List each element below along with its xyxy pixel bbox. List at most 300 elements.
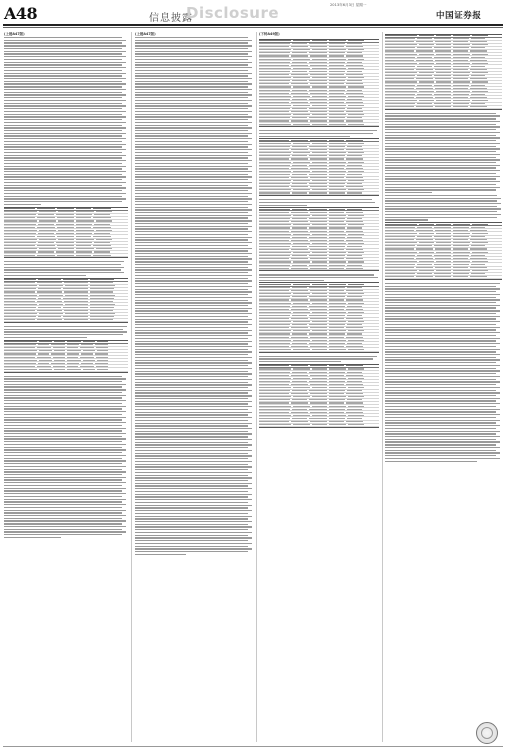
text-line xyxy=(4,452,122,453)
table-cell xyxy=(90,295,115,296)
table-cell xyxy=(259,90,290,91)
table-cell xyxy=(309,165,326,166)
table-cell xyxy=(329,83,344,84)
table-cell xyxy=(259,180,291,181)
text-line xyxy=(135,81,248,82)
table-cell xyxy=(293,105,309,106)
table-cell xyxy=(292,99,307,100)
table-cell xyxy=(385,41,414,42)
table-cell xyxy=(292,343,307,344)
table-cell xyxy=(37,291,62,292)
table-cell xyxy=(292,381,307,382)
table-cell xyxy=(94,233,110,234)
text-line xyxy=(385,132,500,133)
text-line xyxy=(135,537,252,538)
table-cell xyxy=(310,249,326,250)
table-cell xyxy=(259,324,290,325)
section-heading: (下转A49版) xyxy=(259,32,280,36)
table-cell xyxy=(310,231,326,232)
table-cell xyxy=(348,77,364,78)
table-cell xyxy=(416,69,433,70)
table-cell xyxy=(346,83,363,84)
table-cell xyxy=(293,224,309,225)
table-cell xyxy=(310,111,326,112)
table-cell xyxy=(97,350,108,351)
table-cell xyxy=(39,360,51,361)
table-cell xyxy=(37,301,62,302)
table-cell xyxy=(346,421,363,422)
text-line xyxy=(4,326,127,327)
table-cell xyxy=(76,239,94,240)
table-cell xyxy=(472,44,488,45)
table-cell xyxy=(259,258,289,259)
table-cell xyxy=(259,108,290,109)
table-cell xyxy=(96,248,113,249)
text-line xyxy=(4,444,126,445)
table-cell xyxy=(76,211,94,212)
table-cell xyxy=(67,347,78,348)
table-cell xyxy=(347,218,362,219)
table-cell xyxy=(312,224,327,225)
text-line xyxy=(4,531,126,532)
text-line xyxy=(4,520,126,521)
table-cell xyxy=(329,365,344,366)
table-cell xyxy=(312,424,327,425)
text-line xyxy=(135,67,252,68)
text-line xyxy=(135,398,248,399)
table-cell xyxy=(4,239,37,240)
table-cell xyxy=(4,363,36,364)
table-cell xyxy=(453,258,468,259)
table-cell xyxy=(293,114,309,115)
table-cell xyxy=(309,71,326,72)
text-line xyxy=(135,105,252,106)
table-row xyxy=(259,123,379,126)
text-line xyxy=(4,499,126,500)
issue-date: 2013年6月3日 星期一 xyxy=(330,3,367,7)
table-cell xyxy=(348,293,364,294)
text-line xyxy=(385,198,501,199)
table-cell xyxy=(37,347,51,348)
table-cell xyxy=(259,111,289,112)
table-cell xyxy=(310,158,326,159)
table-cell xyxy=(293,396,309,397)
table-cell xyxy=(37,310,62,311)
table-cell xyxy=(54,369,65,370)
table-cell xyxy=(76,242,93,243)
table-cell xyxy=(329,143,346,144)
text-line xyxy=(385,441,500,442)
text-line xyxy=(4,493,126,494)
text-line xyxy=(135,505,252,506)
text-line xyxy=(4,116,126,117)
table-cell xyxy=(470,106,487,107)
table-cell xyxy=(329,333,345,334)
text-line xyxy=(135,122,252,123)
table-cell xyxy=(309,209,326,210)
text-line xyxy=(135,253,252,254)
table-cell xyxy=(419,270,435,271)
text-line xyxy=(135,529,248,530)
table-cell xyxy=(385,258,414,259)
text-line xyxy=(385,124,496,125)
text-line xyxy=(135,217,248,218)
table-cell xyxy=(80,347,94,348)
table-cell xyxy=(292,372,307,373)
table-cell xyxy=(259,393,289,394)
table-cell xyxy=(329,99,345,100)
text-line xyxy=(135,64,248,65)
table-cell xyxy=(259,40,291,41)
data-table xyxy=(259,207,379,271)
table-cell xyxy=(259,62,290,63)
table-cell xyxy=(472,91,488,92)
table-cell xyxy=(346,249,363,250)
table-cell xyxy=(38,288,61,289)
text-line xyxy=(385,189,496,190)
text-line xyxy=(385,173,496,174)
table-cell xyxy=(312,340,327,341)
data-table xyxy=(4,207,128,259)
text-line xyxy=(4,267,124,268)
table-cell xyxy=(310,140,326,141)
table-cell xyxy=(90,301,113,302)
table-cell xyxy=(434,85,451,86)
table-cell xyxy=(435,88,451,89)
text-line xyxy=(4,512,122,513)
table-row xyxy=(259,424,379,427)
table-cell xyxy=(419,81,435,82)
table-cell xyxy=(38,316,61,317)
text-line xyxy=(385,431,500,432)
table-cell xyxy=(4,282,35,283)
text-line xyxy=(4,334,123,335)
table-cell xyxy=(419,72,435,73)
text-line xyxy=(135,485,248,486)
text-line xyxy=(259,356,377,357)
table-cell xyxy=(346,327,363,328)
table-cell xyxy=(436,54,451,55)
text-line xyxy=(4,78,126,79)
text-line xyxy=(4,408,122,409)
table-cell xyxy=(329,162,346,163)
text-line xyxy=(135,83,252,84)
text-line xyxy=(135,190,248,191)
table-cell xyxy=(435,97,451,98)
table-cell xyxy=(259,402,289,403)
text-line xyxy=(135,48,248,49)
table-cell xyxy=(347,306,362,307)
table-cell xyxy=(329,406,346,407)
table-cell xyxy=(293,424,309,425)
text-line xyxy=(385,203,501,204)
table-cell xyxy=(310,55,326,56)
text-line xyxy=(135,157,248,158)
table-cell xyxy=(90,282,113,283)
table-cell xyxy=(453,242,470,243)
table-cell xyxy=(38,251,54,252)
table-cell xyxy=(90,285,115,286)
table-cell xyxy=(259,93,289,94)
text-line xyxy=(4,190,122,191)
table-cell xyxy=(38,363,49,364)
table-cell xyxy=(4,245,35,246)
table-cell xyxy=(292,165,307,166)
table-cell xyxy=(453,233,470,234)
table-cell xyxy=(4,230,37,231)
table-cell xyxy=(471,38,486,39)
table-cell xyxy=(329,290,344,291)
text-line xyxy=(385,400,496,401)
text-line xyxy=(135,125,248,126)
table-cell xyxy=(259,234,291,235)
table-cell xyxy=(453,38,469,39)
text-line xyxy=(4,479,122,480)
text-line xyxy=(385,384,496,385)
table-cell xyxy=(471,255,486,256)
text-line xyxy=(4,386,122,387)
text-line xyxy=(135,401,252,402)
table-cell xyxy=(434,103,451,104)
text-line xyxy=(4,135,122,136)
table-cell xyxy=(291,46,308,47)
table-cell xyxy=(348,96,364,97)
text-line xyxy=(385,433,496,434)
table-cell xyxy=(346,258,363,259)
table-cell xyxy=(291,140,308,141)
table-cell xyxy=(329,71,345,72)
table-cell xyxy=(347,99,362,100)
table-cell xyxy=(435,230,451,231)
table-cell xyxy=(4,242,36,243)
table-cell xyxy=(259,252,291,253)
table-cell xyxy=(292,390,307,391)
table-cell xyxy=(310,327,326,328)
table-cell xyxy=(329,224,346,225)
table-cell xyxy=(292,52,307,53)
header-rule-thick xyxy=(3,24,503,26)
text-line xyxy=(4,201,122,202)
table-cell xyxy=(65,304,88,305)
table-cell xyxy=(259,265,290,266)
table-cell xyxy=(470,267,487,268)
table-cell xyxy=(348,152,364,153)
table-cell xyxy=(57,236,74,237)
table-cell xyxy=(293,293,309,294)
table-cell xyxy=(76,236,92,237)
table-cell xyxy=(347,287,362,288)
text-line xyxy=(4,436,122,437)
text-line xyxy=(135,535,248,536)
text-line xyxy=(135,310,248,311)
table-cell xyxy=(293,321,309,322)
text-line xyxy=(135,436,248,437)
text-line xyxy=(4,75,122,76)
text-line xyxy=(385,318,496,319)
table-cell xyxy=(453,97,468,98)
table-cell xyxy=(417,273,432,274)
table-cell xyxy=(472,252,488,253)
table-cell xyxy=(310,402,326,403)
table-cell xyxy=(39,239,56,240)
table-cell xyxy=(453,100,470,101)
text-line xyxy=(385,461,477,462)
table-cell xyxy=(453,78,468,79)
table-cell xyxy=(329,318,344,319)
table-cell xyxy=(312,124,327,125)
table-cell xyxy=(329,309,344,310)
text-line xyxy=(4,62,126,63)
text-line xyxy=(4,92,122,93)
table-cell xyxy=(346,186,363,187)
text-line xyxy=(135,510,252,511)
text-line xyxy=(135,133,252,134)
text-line xyxy=(385,187,500,188)
text-line xyxy=(385,313,496,314)
text-line xyxy=(4,127,126,128)
text-line xyxy=(135,53,248,54)
table-cell xyxy=(53,357,65,358)
text-line xyxy=(135,258,252,259)
table-cell xyxy=(419,233,435,234)
table-cell xyxy=(76,224,93,225)
text-line xyxy=(4,460,126,461)
table-cell xyxy=(310,149,326,150)
table-cell xyxy=(90,291,113,292)
text-line xyxy=(135,86,248,87)
table-cell xyxy=(93,227,111,228)
table-cell xyxy=(329,303,346,304)
table-cell xyxy=(67,369,81,370)
text-line xyxy=(4,422,126,423)
table-cell xyxy=(310,186,326,187)
text-line xyxy=(4,411,126,412)
text-line xyxy=(4,510,126,511)
text-line xyxy=(4,73,126,74)
table-cell xyxy=(309,218,326,219)
table-cell xyxy=(329,80,345,81)
text-line xyxy=(135,428,252,429)
data-table xyxy=(259,39,379,128)
text-line xyxy=(4,482,126,483)
table-cell xyxy=(4,295,37,296)
table-cell xyxy=(4,236,35,237)
table-cell xyxy=(293,77,309,78)
table-cell xyxy=(453,44,470,45)
table-cell xyxy=(417,264,432,265)
table-cell xyxy=(434,255,451,256)
table-cell xyxy=(51,353,65,354)
table-cell xyxy=(329,218,345,219)
text-line xyxy=(385,447,500,448)
table-cell xyxy=(471,85,486,86)
text-line xyxy=(135,526,252,527)
table-cell xyxy=(37,366,51,367)
text-line xyxy=(4,119,122,120)
text-line xyxy=(135,256,248,257)
table-cell xyxy=(435,267,451,268)
table-cell xyxy=(348,321,364,322)
table-cell xyxy=(39,211,56,212)
table-cell xyxy=(385,106,414,107)
table-cell xyxy=(329,140,344,141)
text-line xyxy=(135,56,252,57)
table-cell xyxy=(470,41,487,42)
text-line xyxy=(135,114,248,115)
table-cell xyxy=(434,94,451,95)
table-cell xyxy=(329,396,346,397)
text-line xyxy=(385,297,496,298)
table-cell xyxy=(38,298,61,299)
table-cell xyxy=(309,174,326,175)
table-cell xyxy=(81,363,92,364)
table-cell xyxy=(259,117,290,118)
table-cell xyxy=(434,264,451,265)
table-cell xyxy=(312,303,327,304)
table-cell xyxy=(347,399,362,400)
table-cell xyxy=(95,363,109,364)
text-line xyxy=(4,455,126,456)
table-cell xyxy=(310,384,326,385)
table-cell xyxy=(329,59,346,60)
table-cell xyxy=(259,340,291,341)
table-cell xyxy=(259,231,289,232)
table-cell xyxy=(83,369,95,370)
table-cell xyxy=(435,106,451,107)
table-cell xyxy=(76,208,92,209)
table-cell xyxy=(329,409,345,410)
footer-rule xyxy=(3,746,503,747)
text-line xyxy=(4,337,87,338)
text-line xyxy=(135,127,252,128)
table-cell xyxy=(97,341,108,342)
text-line xyxy=(4,138,126,139)
table-cell xyxy=(309,287,326,288)
table-cell xyxy=(309,99,326,100)
table-cell xyxy=(259,146,290,147)
table-cell xyxy=(291,186,308,187)
table-cell xyxy=(293,124,309,125)
table-cell xyxy=(4,301,35,302)
table-cell xyxy=(38,214,54,215)
text-line xyxy=(135,357,252,358)
table-cell xyxy=(385,97,414,98)
table-cell xyxy=(259,237,290,238)
table-cell xyxy=(37,217,55,218)
table-cell xyxy=(329,221,344,222)
table-cell xyxy=(309,418,326,419)
text-line xyxy=(4,496,122,497)
table-cell xyxy=(291,346,308,347)
table-cell xyxy=(90,319,113,320)
table-cell xyxy=(309,108,326,109)
text-line xyxy=(259,277,378,278)
table-cell xyxy=(259,171,291,172)
text-line xyxy=(135,237,252,238)
table-cell xyxy=(436,72,451,73)
text-line xyxy=(135,321,248,322)
table-cell xyxy=(309,117,326,118)
table-cell xyxy=(64,319,88,320)
table-cell xyxy=(329,227,345,228)
table-cell xyxy=(259,421,289,422)
table-cell xyxy=(309,343,326,344)
table-cell xyxy=(53,347,65,348)
table-cell xyxy=(58,220,74,221)
text-line xyxy=(385,425,500,426)
table-cell xyxy=(259,140,289,141)
table-cell xyxy=(453,47,469,48)
